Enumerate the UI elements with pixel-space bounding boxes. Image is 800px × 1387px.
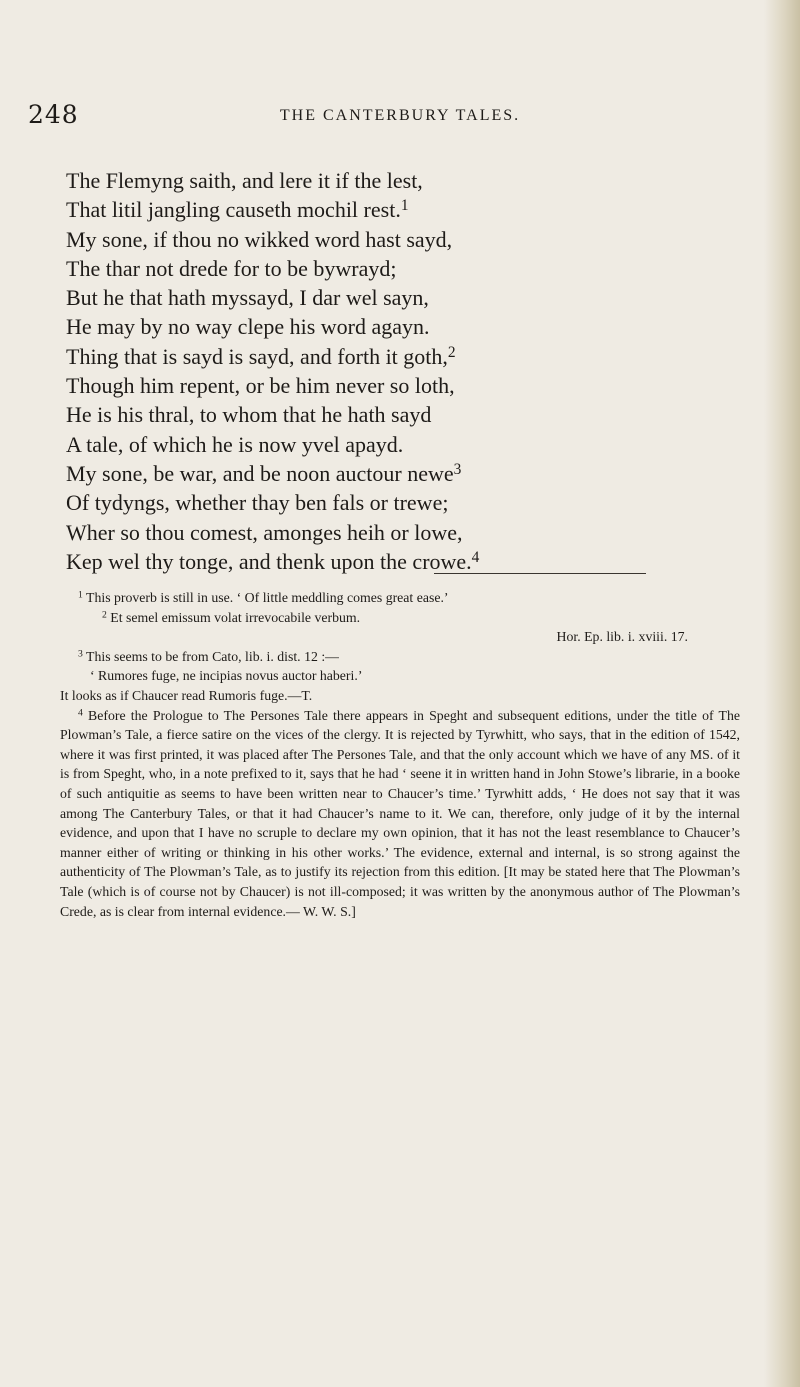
page-number: 248 [28,100,79,129]
footnote-marker: 4 [471,548,480,566]
footnote-source: Hor. Ep. lib. i. xviii. 17. [556,629,688,645]
footnote-divider [434,573,646,574]
footnote-marker: 2 [447,343,456,361]
verse-line: Thing that is sayd is sayd, and forth it goth,$^2$ [66,343,456,369]
verse-line: A tale, of which he is now yvel apayd. [66,431,404,457]
verse-line: Of tydyngs, whether thay ben fals or trewe; [66,490,449,516]
footnote-text: Before the Prologue to The Persones Tale there appears in Speght and subsequent editions, under the title of The Plowman’s Tale, a fierce satire on the vices of the clergy. It is rejected by Tyrwhitt, who says, that in the edition of 1542, where it was first printed, it was placed after The Persones Tale, and that the only account which we have of any MS. of it is from Speght, who, in a note prefixed to it, says that he had ‘ seene it in written hand in John Stowe’s librarie, in a booke of such antiquitie as seems to have been written near to Chaucer’s time.’ Tyrwhitt adds, ‘ He does not say that it was among The Canterbury Tales, or that it had Chaucer’s name to it. We can, therefore, only judge of it by the internal evidence, and upon that I have no scruple to declare my own opinion, that it has not the least resemblance to Chaucer’s manner either of writing or thinking in his other works.’ The evidence, external and internal, is so strong against the authenticity of The Plowman’s Tale, as to justify its rejection from this edition. [It may be stated here that The Plowman’s Tale (which is of course not by Chaucer) is not ill-composed; it was written by the anonymous author of The Plowman’s Crede, as is clear from internal evidence.— W. W. S.] [60,707,740,919]
footnote-2 [60,608,740,628]
footnote-number: 1 [78,589,83,601]
footnote-text: This proverb is still in use. ‘ Of little meddling comes great ease.’ [86,590,449,605]
verse-line: Though him repent, or be him never so loth, [66,373,455,399]
footnote-number: 4 [78,707,83,719]
verse-line: My sone, be war, and be noon auctour newe$^3$ [66,460,462,486]
footnote-marker: 1 [400,197,409,215]
verse-block [66,166,726,576]
verse-line: The thar not drede for to be bywrayd; [66,255,397,281]
verse-line: That litil jangling causeth mochil rest.$^1$ [66,197,409,223]
footnote-marker: 3 [453,461,462,479]
footnote-1 [60,588,740,608]
verse-line: Kep wel thy tonge, and thenk upon the crowe.$^4$ [66,548,480,574]
page-edge-shadow [764,0,800,1387]
verse-line: But he that hath myssayd, I dar wel sayn, [66,285,429,311]
footnote-text: Et semel emissum volat irrevocabile verbum. [110,609,361,625]
footnote-4 [60,706,740,922]
running-head: THE CANTERBURY TALES. [279,107,521,124]
verse-line: He is his thral, to whom that he hath sayd [66,402,432,428]
footnote-number: 3 [78,648,83,660]
footnote-quote: ‘ Rumores fuge, ne incipias novus auctor haberi.’ [90,668,363,684]
footnote-text: It looks as if Chaucer read Rumoris fuge.—T. [60,687,313,703]
verse-line: He may by no way clepe his word agayn. [66,314,430,340]
footnote-number: 2 [102,609,107,621]
footnote-text: This seems to be from Cato, lib. i. dist. 12 :— [86,648,339,664]
verse-line: My sone, if thou no wikked word hast sayd, [66,226,453,252]
footnote-3 [60,647,740,667]
footnotes [60,588,740,921]
verse-line: Wher so thou comest, amonges heih or lowe, [66,519,463,545]
verse-line: The Flemyng saith, and lere it if the lest, [66,168,423,193]
